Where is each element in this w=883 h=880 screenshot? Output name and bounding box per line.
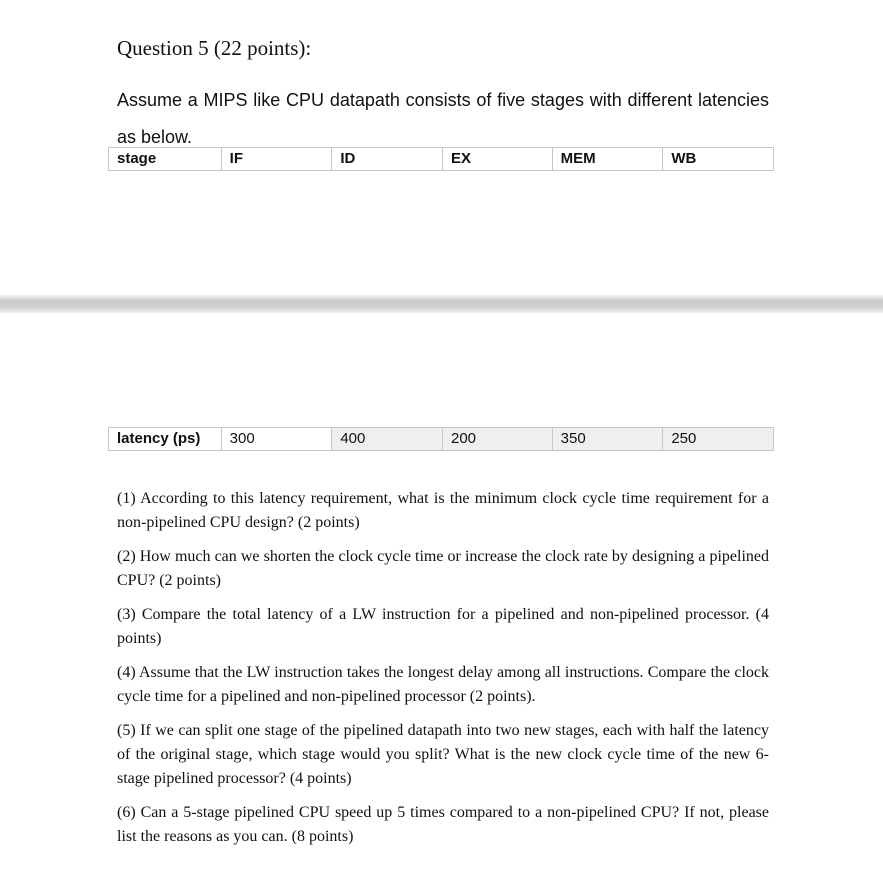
stage-cell-id: ID: [331, 148, 442, 170]
stage-header-cell: stage: [117, 150, 157, 167]
sub-question-1: (1) According to this latency requirement, what is the minimum clock cycle time requirement for a non-pipelined CPU design? (2 points): [117, 490, 769, 531]
stage-table-row: [108, 147, 774, 171]
latency-cell-mem: 350: [552, 428, 663, 450]
page-break-divider: [0, 295, 883, 313]
latency-header-cell: latency (ps): [109, 428, 221, 450]
sub-question-list: [117, 487, 769, 859]
sub-question-5: (5) If we can split one stage of the pipelined datapath into two new stages, each with half the latency of the original stage, which stage would you split? What is the new clock cycle time of the new 6-stage pipelined processor? (4 points): [117, 722, 769, 787]
latency-cell-wb: 250: [662, 428, 773, 450]
sub-question-4: (4) Assume that the LW instruction takes the longest delay among all instructions. Compare the clock cycle time for a pipelined and non-pipelined processor (2 points).: [117, 664, 769, 705]
latency-cell-id: 400: [331, 428, 442, 450]
stage-cell-ex: EX: [442, 148, 552, 170]
stage-cell-mem: MEM: [552, 148, 663, 170]
sub-question-6: (6) Can a 5-stage pipelined CPU speed up 5 times compared to a non-pipelined CPU? If not, please list the reasons as you can. (8 points): [117, 804, 769, 845]
question-title: Question 5 (22 points):: [117, 36, 312, 60]
stage-cell-wb: WB: [662, 148, 773, 170]
stage-cell-if: IF: [221, 148, 332, 170]
latency-cell-ex: 200: [442, 428, 552, 450]
latency-table-row: [108, 427, 774, 451]
latency-cell-if: 300: [221, 428, 332, 450]
sub-question-3: (3) Compare the total latency of a LW instruction for a pipelined and non-pipelined processor. (4 points): [117, 606, 769, 647]
question-intro: Assume a MIPS like CPU datapath consists of five stages with different latencies as below.: [117, 90, 769, 147]
sub-question-2: (2) How much can we shorten the clock cycle time or increase the clock rate by designing a pipelined CPU? (2 points): [117, 548, 769, 589]
